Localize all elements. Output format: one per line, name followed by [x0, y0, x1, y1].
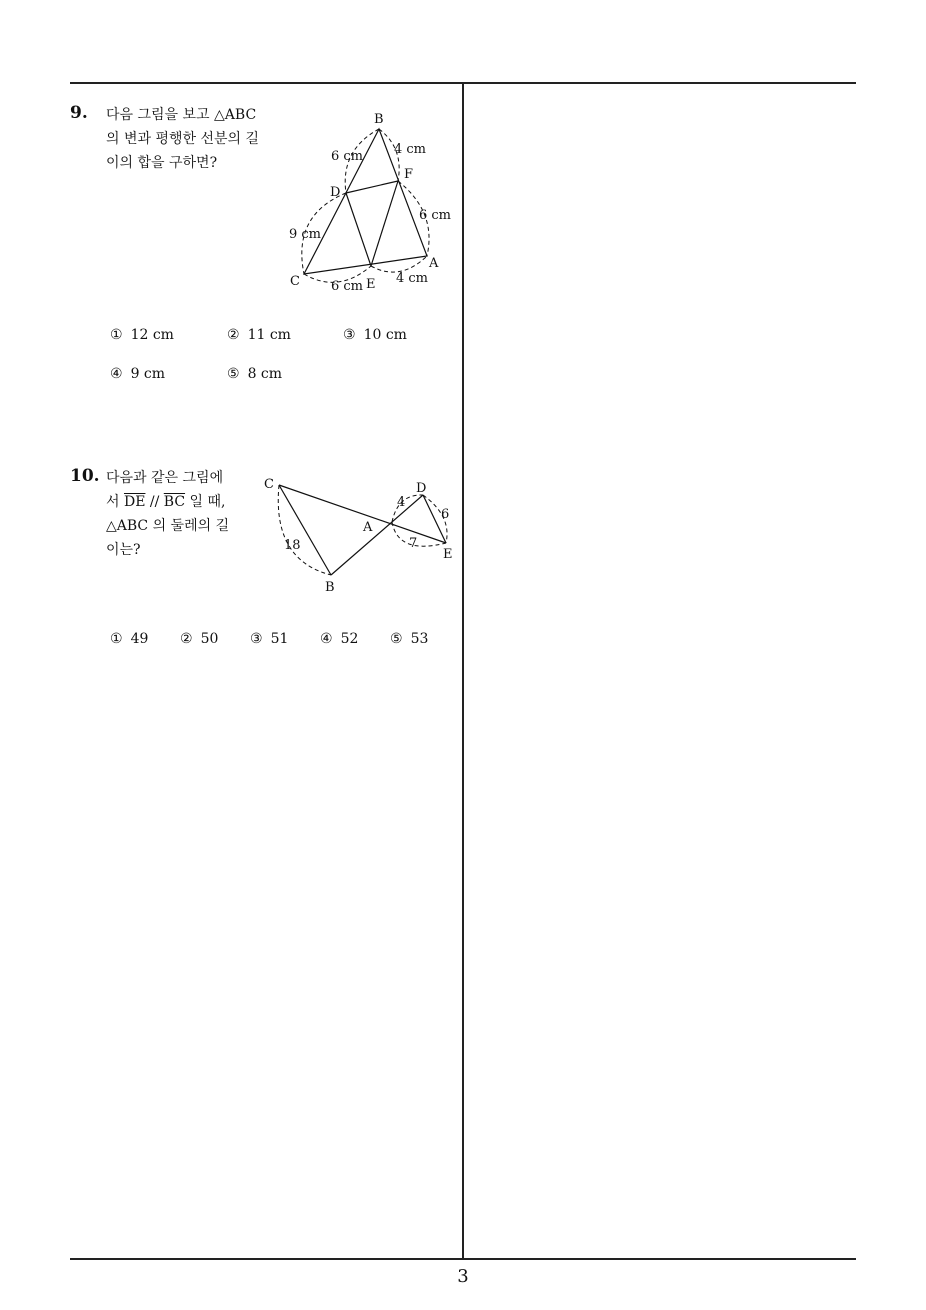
length-dc-label: 9 cm: [289, 227, 322, 242]
line-2-prefix: 서: [106, 494, 124, 510]
point-b-label: B: [325, 580, 335, 595]
question-9-line-3: 이의 합을 구하면?: [106, 155, 218, 171]
length-bd-label: 6 cm: [331, 149, 364, 164]
choice-text: 53: [410, 631, 429, 647]
choice-mark: ④: [320, 631, 333, 647]
point-b-label: B: [374, 112, 384, 127]
length-fa-label: 6 cm: [419, 208, 452, 223]
length-cb-label: 18: [284, 538, 301, 553]
choice-text: 52: [340, 631, 359, 647]
choice-text: 51: [270, 631, 289, 647]
question-10-number: 10.: [70, 466, 100, 486]
question-10-line-3: △ABC 의 둘레의 길: [106, 518, 230, 534]
choice-text: 9 cm: [130, 366, 166, 382]
choice-text: 49: [130, 631, 149, 647]
point-d-label: D: [416, 481, 427, 496]
choice-text: 11 cm: [247, 327, 291, 343]
choice-mark: ③: [343, 327, 356, 343]
choice-mark: ①: [110, 327, 123, 343]
point-d-label: D: [330, 185, 341, 200]
choice-text: 8 cm: [247, 366, 283, 382]
choice-text: 50: [200, 631, 219, 647]
question-10-choice-2[interactable]: [180, 631, 218, 647]
question-9-line-2: 의 변과 평행한 선분의 길: [106, 131, 260, 147]
choice-mark: ③: [250, 631, 263, 647]
point-c-label: C: [264, 477, 274, 492]
length-ea-label: 4 cm: [396, 271, 429, 286]
segment-cb: [279, 485, 331, 575]
question-10-choice-3[interactable]: [250, 631, 288, 647]
choice-mark: ①: [110, 631, 123, 647]
question-10-choice-4[interactable]: [320, 631, 358, 647]
point-c-label: C: [290, 274, 300, 289]
segment-bd: [331, 495, 423, 575]
length-ae-label: 7: [409, 536, 418, 551]
length-ad-label: 4: [397, 495, 406, 510]
parallel-symbol: //: [145, 494, 164, 510]
question-10-line-4: 이는?: [106, 542, 141, 558]
segment-bc-overline: $\overline{BC}$: [163, 494, 186, 510]
point-a-label: A: [363, 520, 373, 535]
length-de-label: 6: [441, 507, 450, 522]
question-10-choice-1[interactable]: [110, 631, 148, 647]
length-bf-label: 4 cm: [394, 142, 427, 157]
point-a-label: A: [429, 256, 439, 271]
choice-mark: ②: [227, 327, 240, 343]
question-9-line-1: 다음 그림을 보고 △ABC: [106, 107, 257, 123]
point-f-label: F: [404, 167, 414, 182]
choice-mark: ⑤: [227, 366, 240, 382]
question-9-number: 9.: [70, 103, 88, 123]
choice-text: 10 cm: [363, 327, 407, 343]
point-e-label: E: [366, 277, 376, 292]
length-ce-label: 6 cm: [331, 279, 364, 294]
question-10-choice-5[interactable]: [390, 631, 428, 647]
line-2-suffix: 일 때,: [185, 494, 226, 510]
choice-mark: ⑤: [390, 631, 403, 647]
point-e-label: E: [443, 547, 453, 562]
page-number: 3: [457, 1266, 469, 1287]
choice-mark: ④: [110, 366, 123, 382]
segment-de-overline: $\overline{DE}$: [123, 494, 146, 510]
choice-mark: ②: [180, 631, 193, 647]
question-10-line-1: 다음과 같은 그림에: [106, 470, 224, 486]
choice-text: 12 cm: [130, 327, 174, 343]
